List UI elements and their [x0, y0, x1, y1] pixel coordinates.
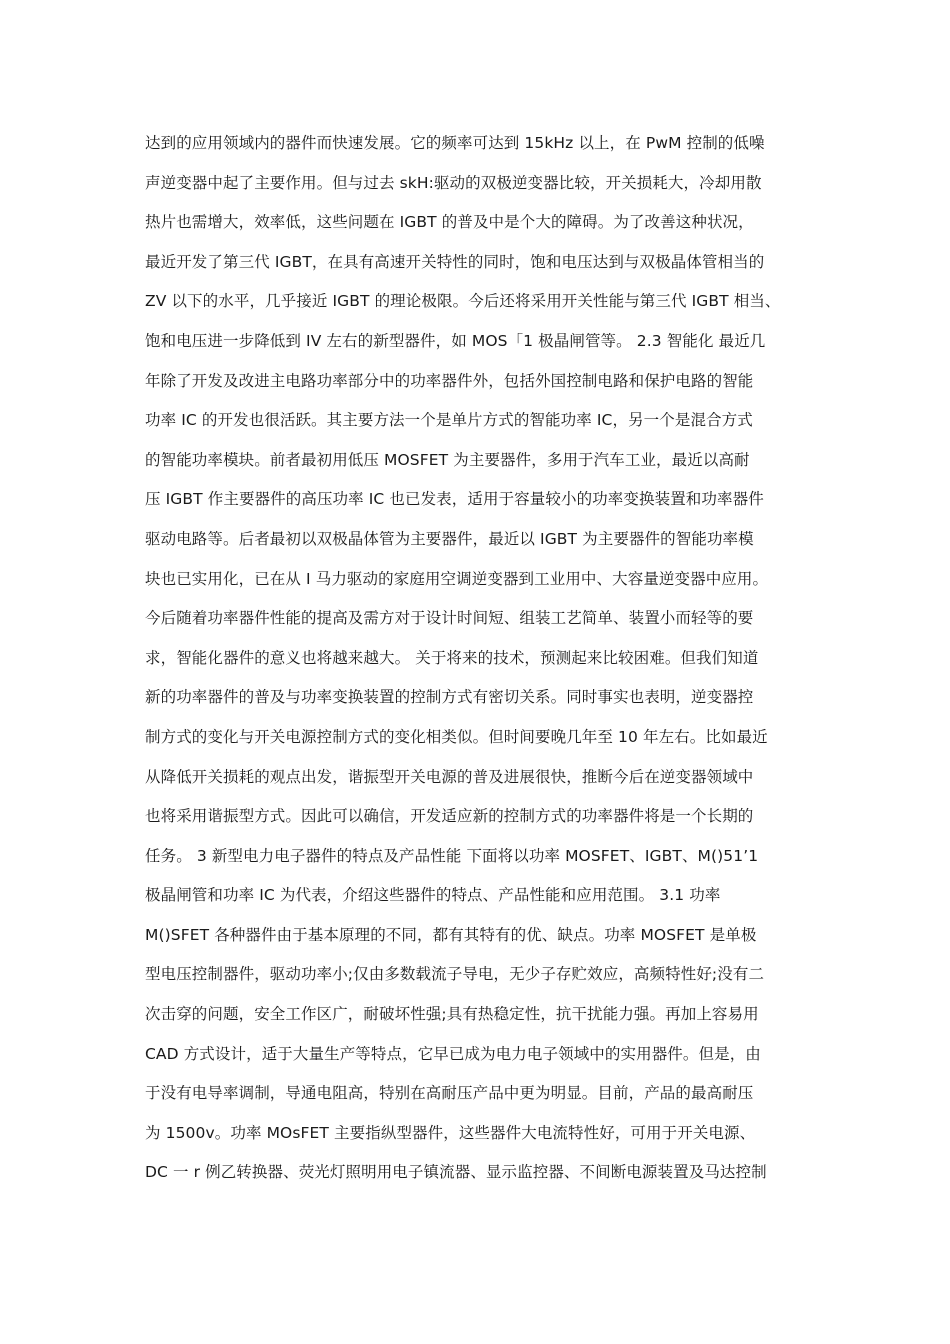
text-line: 年除了开发及改进主电路功率部分中的功率器件外，包括外国控制电路和保护电路的智能 — [145, 371, 754, 390]
text-line: 达到的应用领域内的器件而快速发展。它的频率可达到 15kHz 以上，在 PwM 控制的低噪 — [145, 134, 765, 152]
text-line: 的智能功率模块。前者最初用低压 MOSFET 为主要器件，多用于汽车工业，最近以高耐 — [145, 450, 750, 469]
text-line: 型电压控制器件，驱动功率小;仅由多数载流子导电，无少子存贮效应，高频特性好;没有二 — [145, 965, 765, 984]
text-line: 今后随着功率器件性能的提高及需方对于设计时间短、组装工艺简单、装置小而轻等的要 — [145, 609, 754, 628]
text-line: 压 IGBT 作主要器件的高压功率 IC 也已发表，适用于容量较小的功率变换装置和功率器件 — [145, 490, 764, 509]
text-line: ZV 以下的水平，几乎接近 IGBT 的理论极限。今后还将采用开关性能与第三代 IGBT 相当、 — [145, 292, 781, 311]
text-line: DC 一 r 例乙转换器、荧光灯照明用电子镇流器、显示监控器、不间断电源装置及马达控制 — [145, 1163, 767, 1182]
text-line: 求，智能化器件的意义也将越来越大。 关于将来的技术，预测起来比较困难。但我们知道 — [145, 648, 759, 667]
text-line: 最近开发了第三代 IGBT，在具有高速开关特性的同时，饱和电压达到与双极晶体管相当的 — [145, 252, 765, 271]
text-line: 于没有电导率调制，导通电阻高，特别在高耐压产品中更为明显。目前，产品的最高耐压 — [145, 1084, 754, 1103]
text-line: 次击穿的问题，安全工作区广，耐破坏性强;具有热稳定性，抗干扰能力强。再加上容易用 — [145, 1005, 759, 1024]
text-line: 为 1500v。功率 MOsFET 主要指纵型器件，这些器件大电流特性好，可用于开关电源、 — [145, 1123, 756, 1142]
text-line: 饱和电压进一步降低到 IV 左右的新型器件，如 MOS「1 极晶闸管等。 2.3 智能化 最近几 — [145, 331, 766, 350]
text-line: 驱动电路等。后者最初以双极晶体管为主要器件，最近以 IGBT 为主要器件的智能功率模 — [145, 529, 754, 548]
text-line: 极晶闸管和功率 IC 为代表，介绍这些器件的特点、产品性能和应用范围。 3.1 功率 — [145, 886, 721, 905]
text-line: 功率 IC 的开发也很活跃。其主要方法一个是单片方式的智能功率 IC，另一个是混合方式 — [145, 411, 753, 430]
text-line: M()SFET 各种器件由于基本原理的不同，都有其特有的优、缺点。功率 MOSFET 是单极 — [145, 925, 757, 944]
text-line: 热片也需增大，效率低，这些问题在 IGBT 的普及中是个大的障碍。为了改善这种状况， — [145, 213, 754, 232]
text-line: 也将采用谐振型方式。因此可以确信，开发适应新的控制方式的功率器件将是一个长期的 — [145, 807, 754, 826]
text-line: 制方式的变化与开关电源控制方式的变化相类似。但时间要晚几年至 10 年左右。比如最近 — [145, 727, 768, 746]
text-line: CAD 方式设计，适于大量生产等特点，它早已成为电力电子领域中的实用器件。但是，由 — [145, 1044, 761, 1063]
body-text — [145, 124, 815, 1193]
text-line: 声逆变器中起了主要作用。但与过去 skH:驱动的双极逆变器比较，开关损耗大，冷却用散 — [145, 173, 762, 192]
text-line: 新的功率器件的普及与功率变换装置的控制方式有密切关系。同时事实也表明，逆变器控 — [145, 688, 754, 707]
text-line: 从降低开关损耗的观点出发，谐振型开关电源的普及进展很快，推断今后在逆变器领域中 — [145, 767, 754, 786]
text-line: 任务。 3 新型电力电子器件的特点及产品性能 下面将以功率 MOSFET、IGBT、M()51’1 — [145, 846, 759, 865]
text-line: 块也已实用化，已在从 I 马力驱动的家庭用空调逆变器到工业用中、大容量逆变器中应用。 — [145, 569, 769, 588]
